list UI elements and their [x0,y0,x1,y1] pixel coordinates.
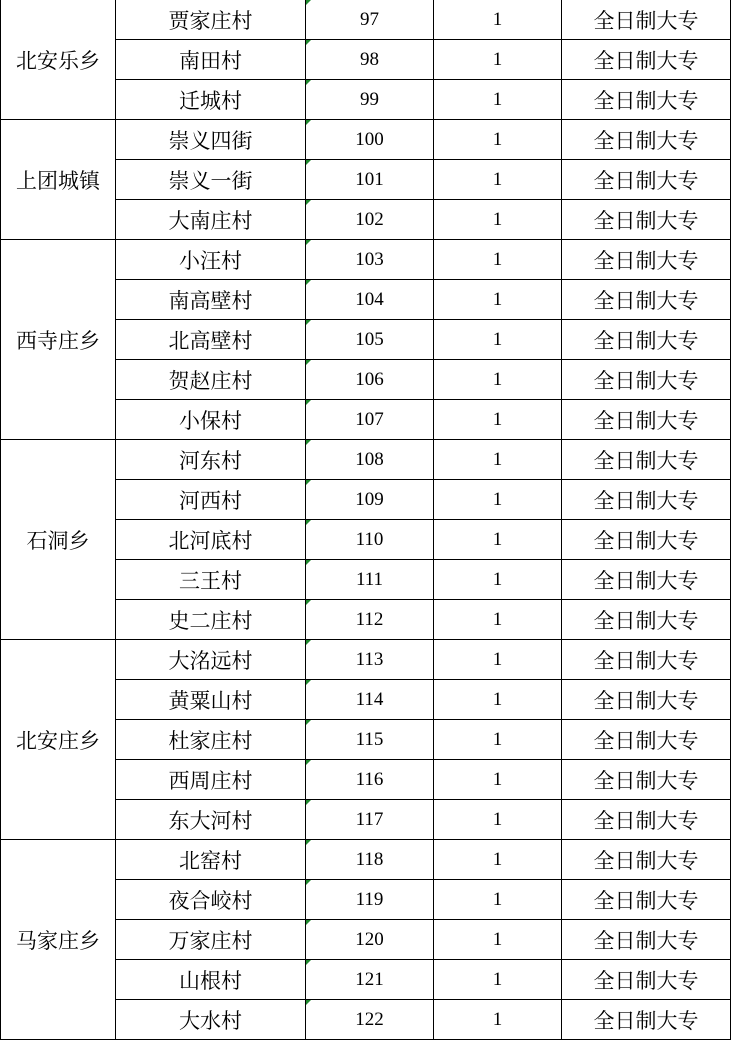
number-cell: 109 [306,480,434,520]
education-cell: 全日制大专 [562,520,731,560]
number-cell: 115 [306,720,434,760]
education-cell: 全日制大专 [562,240,731,280]
count-cell: 1 [434,920,562,960]
town-cell: 马家庄乡 [1,840,116,1040]
count-cell: 1 [434,600,562,640]
education-cell: 全日制大专 [562,920,731,960]
count-cell: 1 [434,200,562,240]
village-cell: 贾家庄村 [116,0,306,40]
number-cell: 105 [306,320,434,360]
number-cell: 107 [306,400,434,440]
education-cell: 全日制大专 [562,400,731,440]
education-cell: 全日制大专 [562,640,731,680]
count-cell: 1 [434,440,562,480]
count-cell: 1 [434,760,562,800]
village-cell: 山根村 [116,960,306,1000]
education-cell: 全日制大专 [562,800,731,840]
table-row [1,840,731,880]
town-cell: 上团城镇 [1,120,116,240]
town-cell: 石洞乡 [1,440,116,640]
number-cell: 103 [306,240,434,280]
table-body [1,0,731,1040]
education-cell: 全日制大专 [562,360,731,400]
number-cell: 116 [306,760,434,800]
count-cell: 1 [434,40,562,80]
village-cell: 崇义四街 [116,120,306,160]
village-cell: 大南庄村 [116,200,306,240]
village-cell: 贺赵庄村 [116,360,306,400]
count-cell: 1 [434,360,562,400]
number-cell: 110 [306,520,434,560]
number-cell: 100 [306,120,434,160]
number-cell: 121 [306,960,434,1000]
village-cell: 大水村 [116,1000,306,1040]
number-cell: 119 [306,880,434,920]
village-cell: 小汪村 [116,240,306,280]
number-cell: 97 [306,0,434,40]
number-cell: 114 [306,680,434,720]
village-cell: 迁城村 [116,80,306,120]
village-cell: 南田村 [116,40,306,80]
count-cell: 1 [434,560,562,600]
number-cell: 117 [306,800,434,840]
number-cell: 101 [306,160,434,200]
village-cell: 大洺远村 [116,640,306,680]
education-cell: 全日制大专 [562,40,731,80]
education-cell: 全日制大专 [562,440,731,480]
village-cell: 史二庄村 [116,600,306,640]
number-cell: 111 [306,560,434,600]
count-cell: 1 [434,80,562,120]
number-cell: 113 [306,640,434,680]
number-cell: 102 [306,200,434,240]
count-cell: 1 [434,1000,562,1040]
education-cell: 全日制大专 [562,320,731,360]
count-cell: 1 [434,160,562,200]
education-cell: 全日制大专 [562,600,731,640]
education-cell: 全日制大专 [562,280,731,320]
count-cell: 1 [434,680,562,720]
count-cell: 1 [434,480,562,520]
number-cell: 104 [306,280,434,320]
table-row [1,440,731,480]
village-cell: 万家庄村 [116,920,306,960]
education-cell: 全日制大专 [562,960,731,1000]
table-row [1,120,731,160]
village-cell: 杜家庄村 [116,720,306,760]
number-cell: 120 [306,920,434,960]
table-row [1,640,731,680]
count-cell: 1 [434,320,562,360]
education-cell: 全日制大专 [562,760,731,800]
count-cell: 1 [434,120,562,160]
village-cell: 三王村 [116,560,306,600]
village-cell: 夜合峧村 [116,880,306,920]
education-cell: 全日制大专 [562,120,731,160]
count-cell: 1 [434,400,562,440]
number-cell: 112 [306,600,434,640]
number-cell: 98 [306,40,434,80]
education-cell: 全日制大专 [562,1000,731,1040]
education-cell: 全日制大专 [562,160,731,200]
number-cell: 106 [306,360,434,400]
count-cell: 1 [434,640,562,680]
village-cell: 河西村 [116,480,306,520]
village-cell: 崇义一街 [116,160,306,200]
count-cell: 1 [434,240,562,280]
count-cell: 1 [434,800,562,840]
town-cell: 北安乐乡 [1,0,116,120]
count-cell: 1 [434,880,562,920]
education-cell: 全日制大专 [562,200,731,240]
education-cell: 全日制大专 [562,80,731,120]
table-row [1,240,731,280]
village-cell: 北窑村 [116,840,306,880]
town-cell: 北安庄乡 [1,640,116,840]
count-cell: 1 [434,840,562,880]
count-cell: 1 [434,520,562,560]
education-cell: 全日制大专 [562,880,731,920]
number-cell: 118 [306,840,434,880]
education-cell: 全日制大专 [562,720,731,760]
count-cell: 1 [434,280,562,320]
count-cell: 1 [434,960,562,1000]
village-cell: 小保村 [116,400,306,440]
education-cell: 全日制大专 [562,840,731,880]
education-cell: 全日制大专 [562,0,731,40]
village-cell: 北河底村 [116,520,306,560]
village-cell: 南高壁村 [116,280,306,320]
education-cell: 全日制大专 [562,560,731,600]
count-cell: 1 [434,0,562,40]
number-cell: 108 [306,440,434,480]
village-cell: 黄粟山村 [116,680,306,720]
village-cell: 东大河村 [116,800,306,840]
education-cell: 全日制大专 [562,680,731,720]
village-cell: 西周庄村 [116,760,306,800]
village-cell: 北高壁村 [116,320,306,360]
count-cell: 1 [434,720,562,760]
number-cell: 99 [306,80,434,120]
number-cell: 122 [306,1000,434,1040]
education-cell: 全日制大专 [562,480,731,520]
table-row [1,0,731,40]
town-cell: 西寺庄乡 [1,240,116,440]
village-cell: 河东村 [116,440,306,480]
